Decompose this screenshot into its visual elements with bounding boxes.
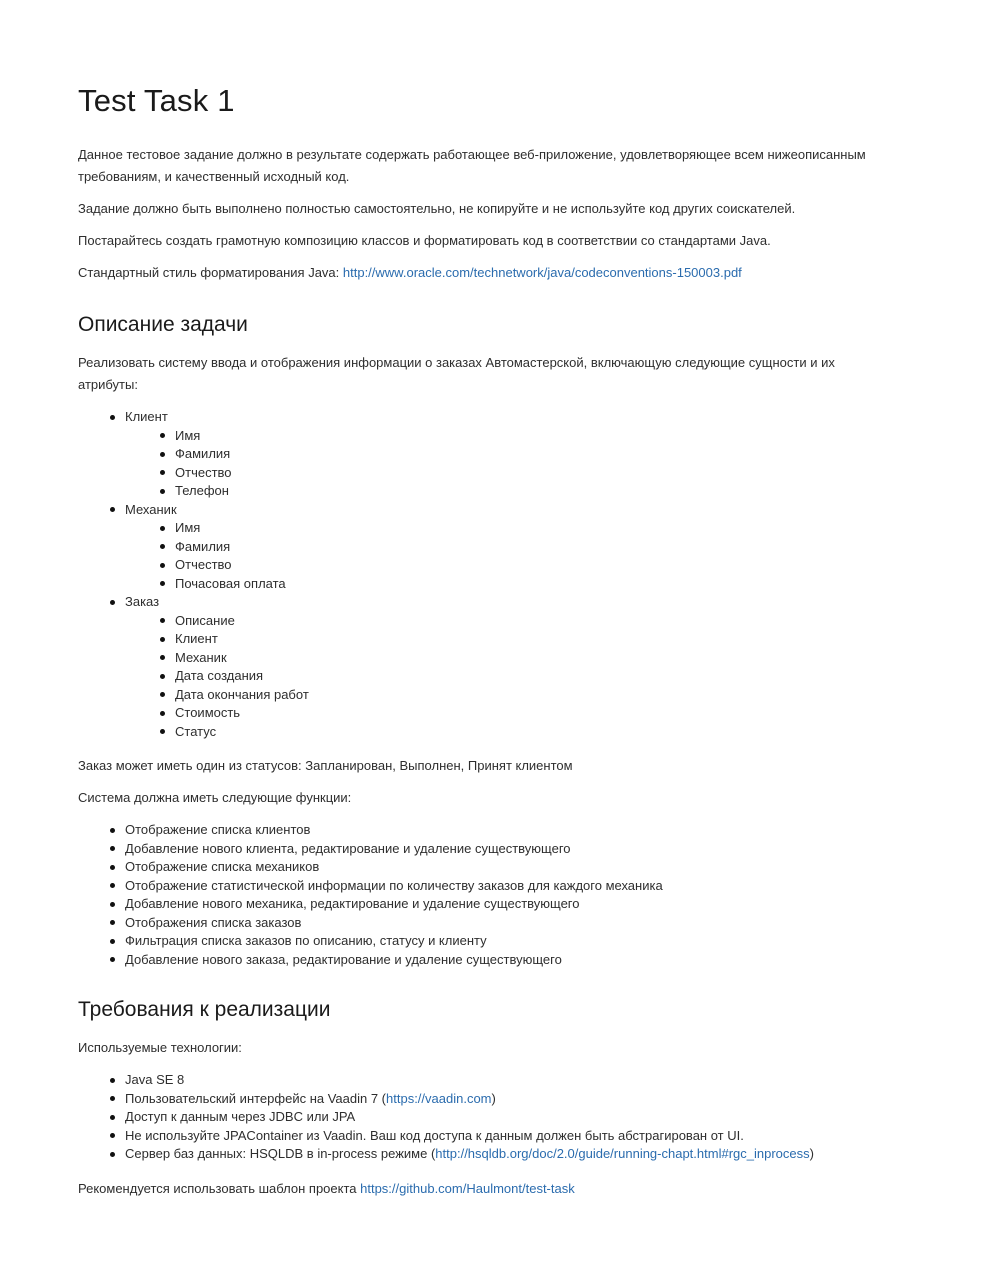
list-item: Имя: [175, 427, 878, 446]
functions-lead-paragraph: Система должна иметь следующие функции:: [78, 790, 352, 805]
list-item: Фамилия: [175, 445, 878, 464]
entity-client: [125, 408, 878, 501]
order-statuses-paragraph: Заказ может иметь один из статусов: Запланирован, Выполнен, Принят клиентом: [78, 758, 573, 773]
section-heading-impl: Требования к реализации: [78, 998, 331, 1021]
list-item: Отчество: [175, 464, 878, 483]
page-title: Test Task 1: [78, 83, 235, 118]
list-item: Дата окончания работ: [175, 686, 878, 705]
tech-item-hsqldb-pre: Сервер баз данных: HSQLDB в in-process режиме (: [125, 1146, 436, 1161]
entity-order-label: Заказ: [125, 594, 160, 609]
list-item: Отображение списка механиков: [125, 858, 878, 877]
vaadin-link[interactable]: https://vaadin.com: [386, 1090, 492, 1106]
technologies-lead-paragraph: Используемые технологии:: [78, 1040, 242, 1055]
intro-paragraph-1: Данное тестовое задание должно в результате содержать работающее веб-приложение, удовлетворяющее всем нижеописанным требованиям, и качественный исходный код.: [78, 147, 866, 184]
entity-client-label: Клиент: [125, 409, 168, 424]
list-item: Стоимость: [175, 704, 878, 723]
tech-item-hsqldb-post: ): [809, 1146, 814, 1161]
section-heading-task: Описание задачи: [78, 313, 248, 336]
functions-list: [78, 821, 878, 969]
list-item: Дата создания: [175, 667, 878, 686]
mechanic-attributes-list: [125, 519, 878, 593]
list-item: Почасовая оплата: [175, 575, 878, 594]
hsqldb-link[interactable]: http://hsqldb.org/doc/2.0/guide/running-chapt.html#rgc_inprocess: [435, 1146, 810, 1161]
tech-item-vaadin: [125, 1090, 878, 1109]
list-item: Статус: [175, 723, 878, 742]
list-item: Добавление нового клиента, редактирование и удаление существующего: [125, 840, 878, 859]
list-item: Телефон: [175, 482, 878, 501]
tech-item-vaadin-post: ): [491, 1090, 496, 1106]
tech-item-vaadin-pre: Пользовательский интерфейс на Vaadin 7 (: [125, 1090, 387, 1106]
list-item: Отображение списка клиентов: [125, 821, 878, 840]
list-item: Добавление нового заказа, редактирование и удаление существующего: [125, 951, 878, 970]
list-item: Отчество: [175, 556, 878, 575]
list-item: Добавление нового механика, редактирование и удаление существующего: [125, 895, 878, 914]
list-item: Фильтрация списка заказов по описанию, статусу и клиенту: [125, 932, 878, 951]
codeconventions-link[interactable]: http://www.oracle.com/technetwork/java/codeconventions-150003.pdf: [342, 265, 742, 280]
entity-order: [125, 593, 878, 741]
tech-item-hsqldb: [125, 1145, 878, 1164]
tech-item-java: Java SE 8: [125, 1071, 878, 1090]
entity-mechanic: [125, 501, 878, 594]
template-link[interactable]: https://github.com/Haulmont/test-task: [360, 1180, 575, 1196]
order-attributes-list: [125, 612, 878, 742]
entity-mechanic-label: Механик: [125, 501, 177, 517]
template-recommendation-label: Рекомендуется использовать шаблон проекта: [78, 1180, 361, 1196]
tech-item-jdbc-jpa: Доступ к данным через JDBC или JPA: [125, 1108, 878, 1127]
tech-item-no-jpacontainer: Не используйте JPAContainer из Vaadin. Ваш код доступа к данным должен быть абстрагирован от UI.: [125, 1127, 878, 1146]
task-lead-paragraph: Реализовать систему ввода и отображения информации о заказах Автомастерской, включающую следующие сущности и их атрибуты:: [78, 355, 835, 392]
technologies-list: [78, 1071, 878, 1164]
list-item: Фамилия: [175, 538, 878, 557]
list-item: Механик: [175, 649, 878, 668]
client-attributes-list: [125, 427, 878, 501]
list-item: Имя: [175, 519, 878, 538]
intro-paragraph-3: Постарайтесь создать грамотную композицию классов и форматировать код в соответствии со стандартами Java.: [78, 233, 771, 248]
list-item: Отображение статистической информации по количеству заказов для каждого механика: [125, 877, 878, 896]
entities-list: [78, 408, 878, 741]
template-recommendation-paragraph: [78, 1178, 878, 1200]
list-item: Клиент: [175, 630, 878, 649]
intro-paragraph-2: Задание должно быть выполнено полностью самостоятельно, не копируйте и не используйте код других соискателей.: [78, 201, 796, 216]
codeconventions-label: Стандартный стиль форматирования Java:: [78, 265, 343, 280]
intro-paragraph-4: [78, 262, 878, 284]
list-item: Описание: [175, 612, 878, 631]
list-item: Отображения списка заказов: [125, 914, 878, 933]
document-content: [78, 83, 878, 1200]
